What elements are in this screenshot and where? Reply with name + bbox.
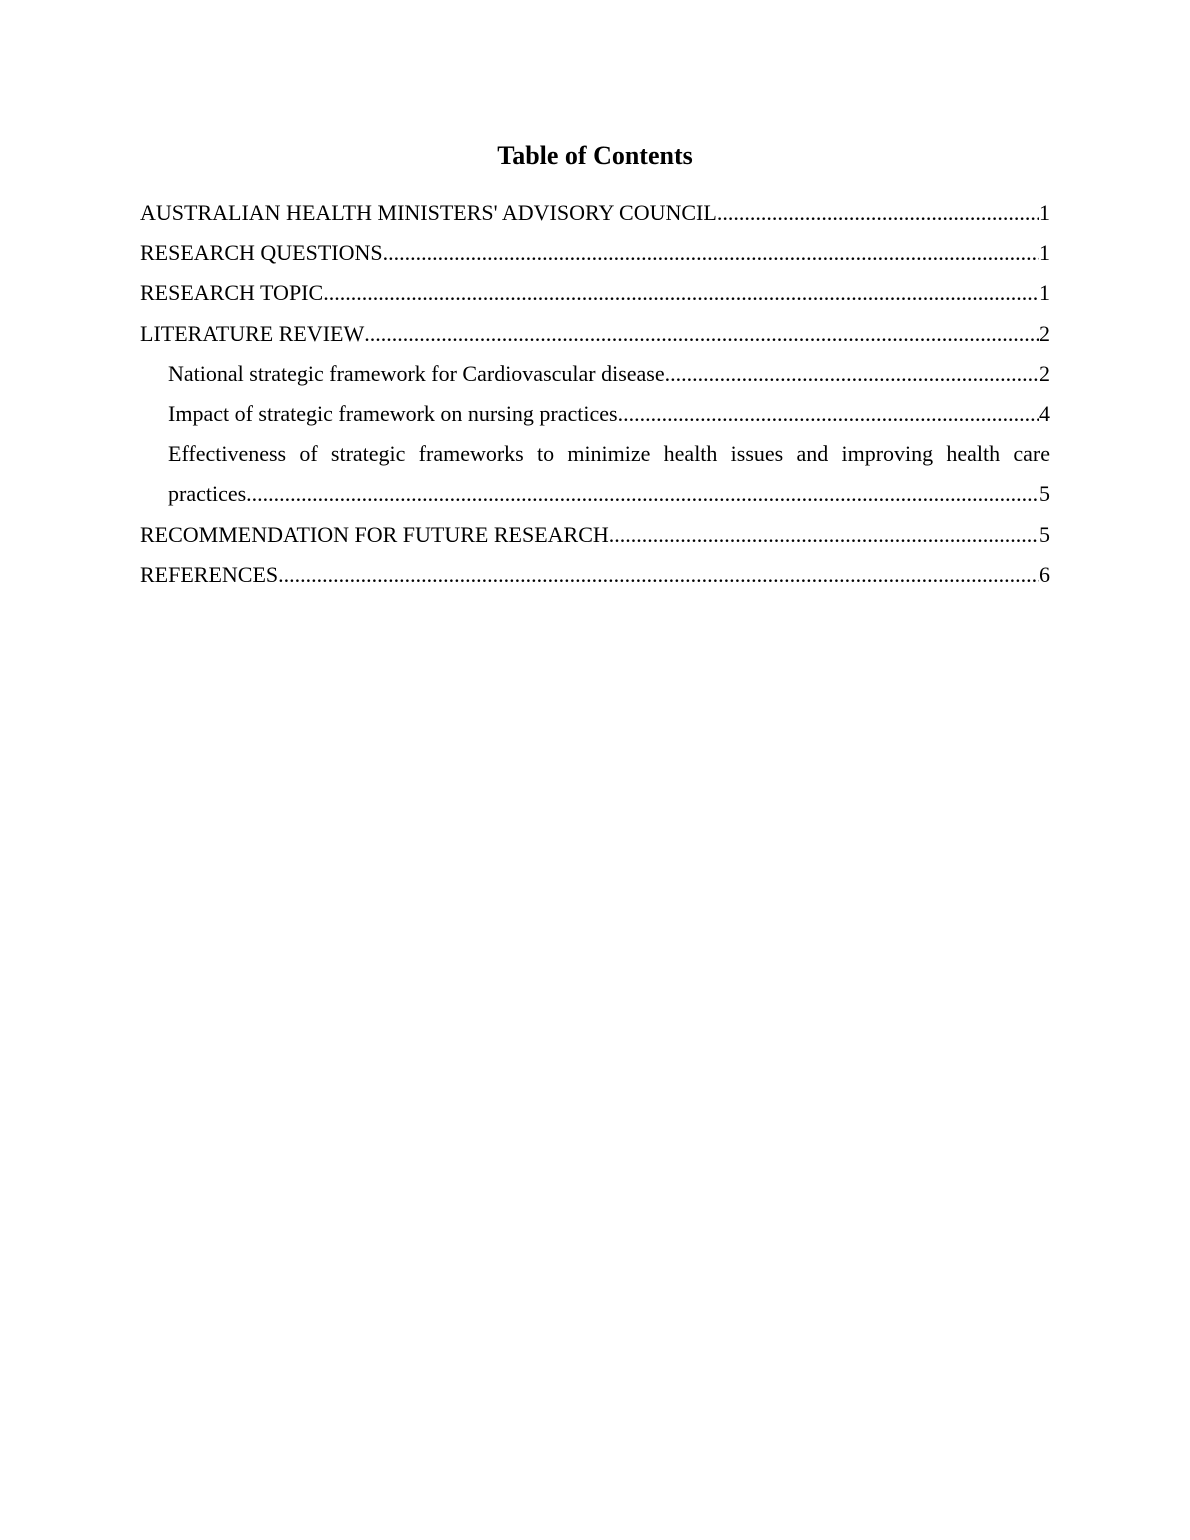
- toc-entry-research-questions[interactable]: [140, 233, 1050, 273]
- toc-page-number: 5: [1039, 521, 1050, 547]
- toc-dot-leader: [364, 314, 1039, 354]
- toc-entry-label-line2: practices: [168, 481, 247, 507]
- toc-list: [140, 193, 1050, 595]
- toc-dot-leader: [383, 233, 1039, 273]
- toc-entry-label: RECOMMENDATION FOR FUTURE RESEARCH: [140, 521, 609, 547]
- toc-page-number: 4: [1039, 400, 1050, 426]
- toc-entry-effectiveness-of-strategic-frameworks[interactable]: [140, 434, 1050, 514]
- toc-entry-impact-of-strategic-framework[interactable]: [140, 394, 1050, 434]
- toc-page-number: 5: [1039, 481, 1050, 507]
- toc-entry-national-strategic-framework[interactable]: [140, 354, 1050, 394]
- toc-entry-recommendation-for-future-research[interactable]: [140, 515, 1050, 555]
- toc-entry-research-topic[interactable]: [140, 273, 1050, 313]
- toc-page-number: 1: [1039, 200, 1050, 225]
- toc-dot-leader: [323, 273, 1039, 313]
- toc-page-number: 1: [1039, 280, 1050, 306]
- toc-dot-leader: [246, 474, 1039, 514]
- toc-entry-label: RESEARCH TOPIC: [140, 280, 324, 306]
- toc-dot-leader: [618, 394, 1039, 434]
- toc-entry-literature-review[interactable]: [140, 314, 1050, 354]
- toc-page-number: 2: [1039, 360, 1050, 386]
- toc-dot-leader: [609, 515, 1039, 555]
- toc-entry-australian-health-ministers-advisory-council[interactable]: [140, 193, 1050, 233]
- toc-entry-label: AUSTRALIAN HEALTH MINISTERS' ADVISORY COUNCIL: [140, 200, 717, 225]
- toc-page-number: 2: [1039, 320, 1050, 346]
- toc-dot-leader: [278, 555, 1039, 595]
- toc-entry-references[interactable]: [140, 555, 1050, 595]
- toc-page-number: 1: [1039, 240, 1050, 266]
- toc-page-number: 6: [1039, 561, 1050, 587]
- toc-entry-label: Impact of strategic framework on nursing practices: [168, 400, 618, 426]
- toc-entry-label: REFERENCES: [140, 561, 279, 587]
- toc-entry-label: National strategic framework for Cardiovascular disease: [168, 360, 665, 386]
- toc-dot-leader: [717, 193, 1039, 233]
- toc-title: Table of Contents: [497, 141, 693, 170]
- toc-entry-label: LITERATURE REVIEW: [140, 320, 365, 346]
- toc-entry-second-line: [168, 474, 1050, 514]
- toc-dot-leader: [665, 354, 1039, 394]
- toc-entry-label: RESEARCH QUESTIONS: [140, 240, 383, 266]
- toc-entry-label-line1: Effectiveness of strategic frameworks to minimize health issues and improving health care: [168, 441, 1050, 467]
